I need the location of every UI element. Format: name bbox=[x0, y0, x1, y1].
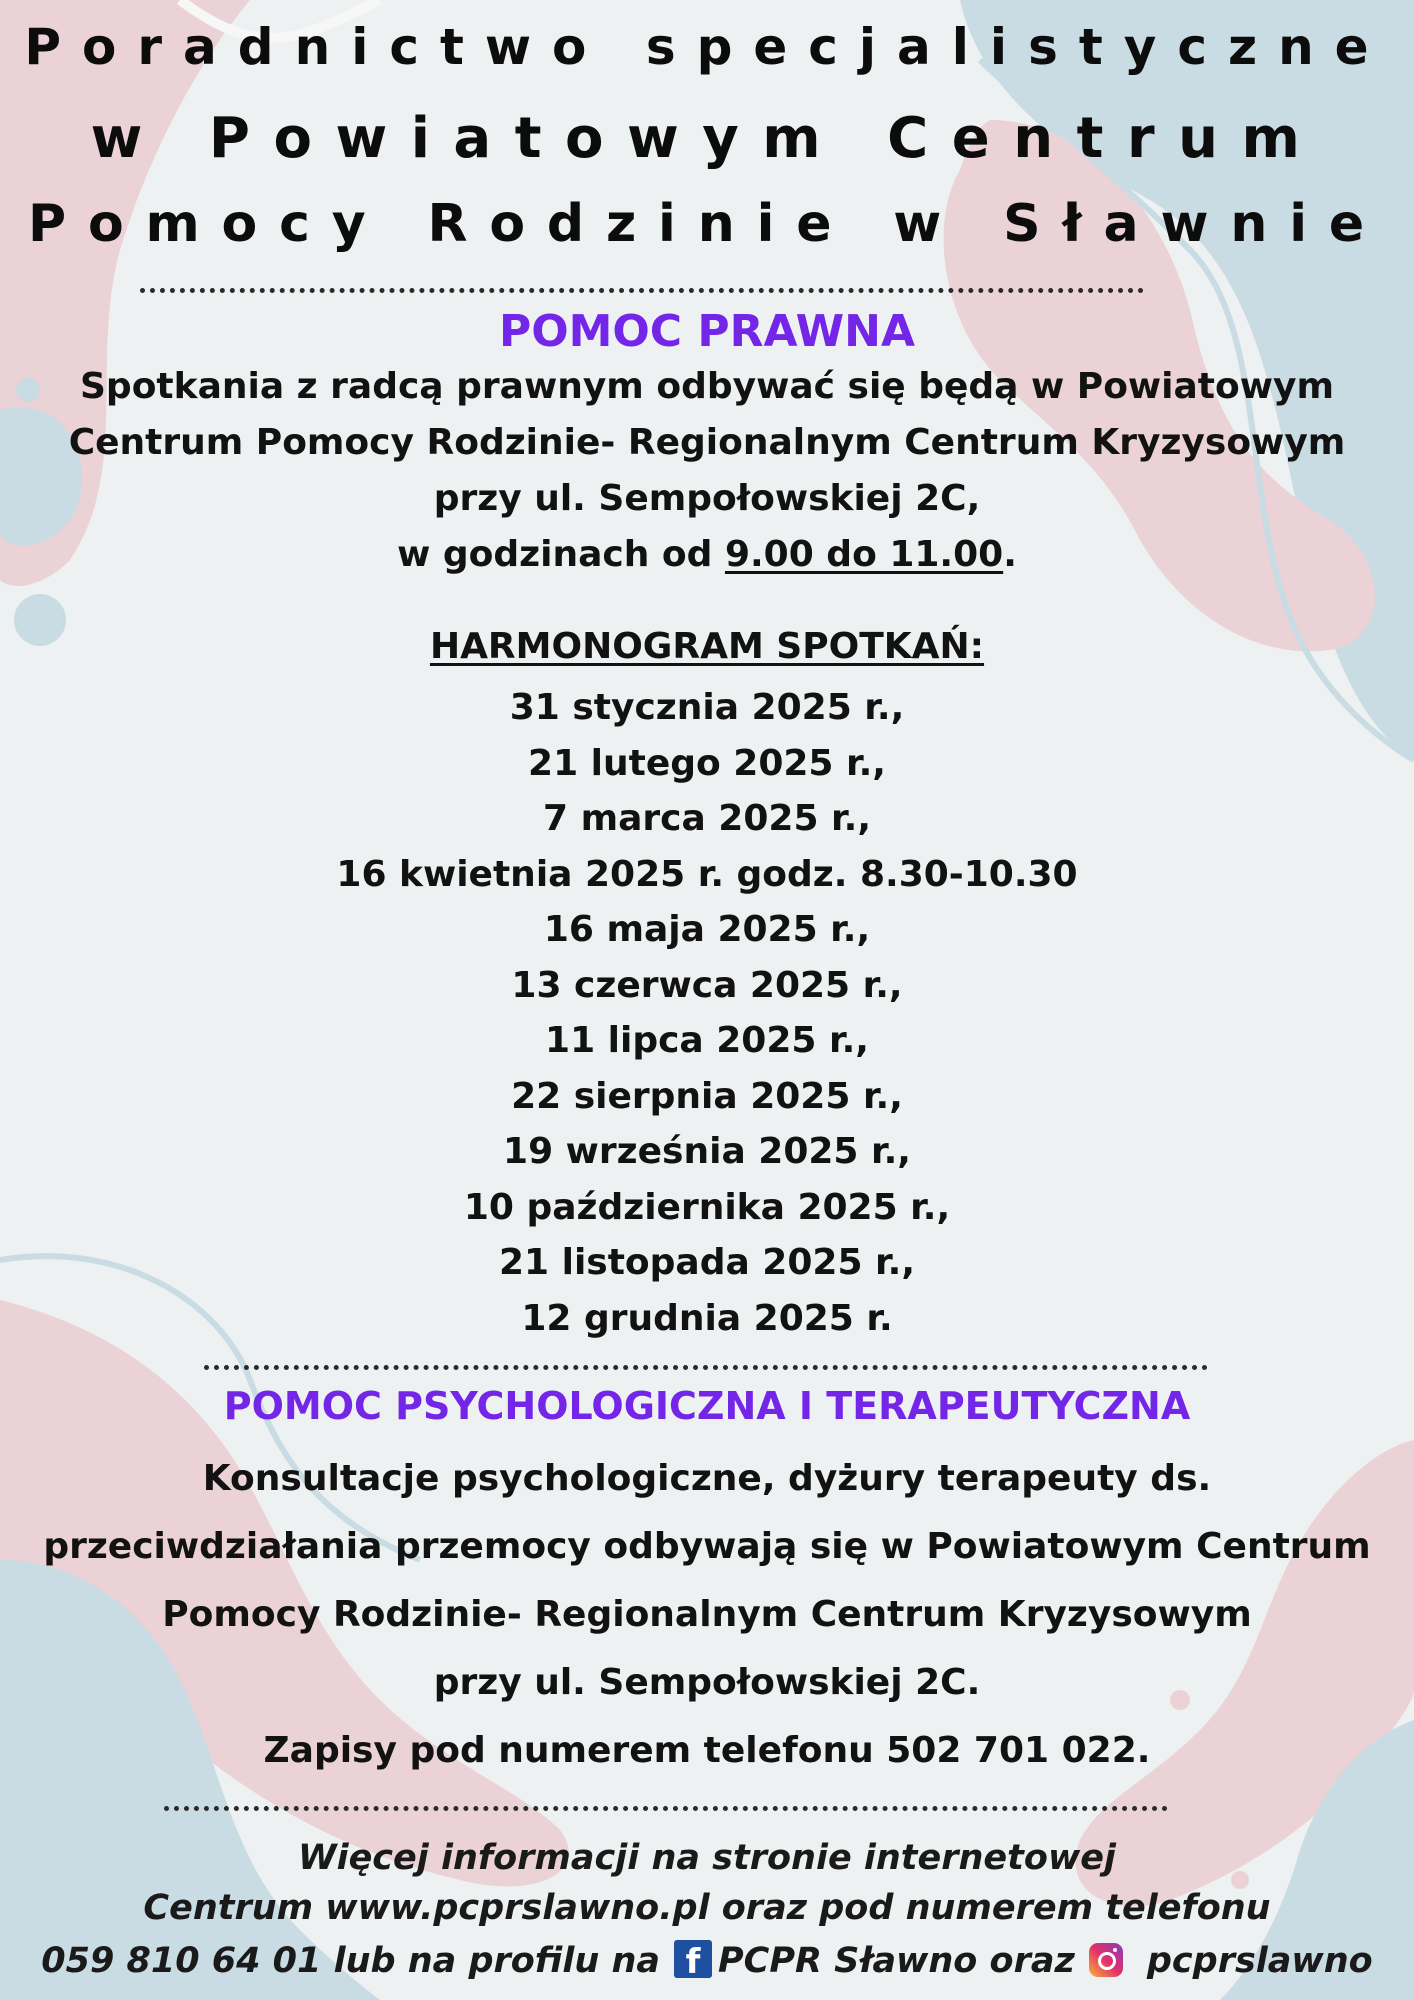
schedule-date: 16 kwietnia 2025 r. godz. 8.30-10.30 bbox=[336, 853, 1078, 895]
footer-line-3-prefix: 059 810 64 01 lub na profilu na bbox=[41, 1941, 660, 1981]
psych-line-3: Pomocy Rodzinie- Regionalnym Centrum Kryzysowym bbox=[162, 1594, 1252, 1635]
legal-hours-value: 9.00 do 11.00 bbox=[724, 534, 1004, 575]
schedule-date: 19 września 2025 r., bbox=[503, 1131, 911, 1172]
facebook-profile-label[interactable]: PCPR Sławno oraz bbox=[717, 1941, 1075, 1981]
legal-hours bbox=[0, 534, 1414, 575]
title-line-2: w Powiatowym Centrum bbox=[90, 106, 1324, 171]
schedule-date: 13 czerwca 2025 r., bbox=[511, 964, 903, 1006]
title-line-1: Poradnictwo specjalistyczne bbox=[24, 18, 1390, 76]
instagram-icon[interactable] bbox=[1089, 1943, 1123, 1977]
legal-hours-prefix: w godzinach od bbox=[397, 534, 725, 575]
psych-line-4: przy ul. Sempołowskiej 2C. bbox=[433, 1662, 981, 1703]
divider-1 bbox=[140, 288, 1144, 293]
psych-line-1: Konsultacje psychologiczne, dyżury terapeuty ds. bbox=[202, 1458, 1212, 1499]
schedule-list bbox=[0, 680, 1414, 1346]
legal-line-1: Spotkania z radcą prawnym odbywać się będą w Powiatowym bbox=[80, 366, 1334, 407]
footer-line-2: Centrum www.pcprslawno.pl oraz pod numerem telefonu bbox=[143, 1888, 1271, 1928]
legal-line-3: przy ul. Sempołowskiej 2C, bbox=[433, 478, 981, 519]
title-line-3: Pomocy Rodzinie w Sławnie bbox=[28, 194, 1386, 254]
facebook-icon[interactable]: f bbox=[674, 1940, 712, 1978]
schedule-date: 16 maja 2025 r., bbox=[543, 909, 871, 950]
schedule-date: 10 października 2025 r., bbox=[463, 1186, 951, 1228]
divider-3 bbox=[164, 1806, 1168, 1811]
psych-line-2: przeciwdziałania przemocy odbywają się w Powiatowym Centrum bbox=[43, 1526, 1371, 1567]
legal-hours-suffix: . bbox=[1003, 534, 1017, 575]
legal-line-2: Centrum Pomocy Rodzinie- Regionalnym Centrum Kryzysowym bbox=[68, 422, 1346, 463]
footer-line-3 bbox=[0, 1940, 1414, 1981]
footer-line-1: Więcej informacji na stronie internetowej bbox=[297, 1838, 1117, 1878]
schedule-date: 31 stycznia 2025 r., bbox=[509, 687, 905, 728]
legal-heading: POMOC PRAWNA bbox=[498, 306, 916, 357]
divider-2 bbox=[204, 1365, 1208, 1370]
schedule-heading bbox=[0, 626, 1414, 667]
psych-line-5: Zapisy pod numerem telefonu 502 701 022. bbox=[263, 1730, 1151, 1771]
schedule-date: 7 marca 2025 r., bbox=[542, 798, 871, 839]
schedule-date: 22 sierpnia 2025 r., bbox=[511, 1075, 903, 1117]
schedule-date: 21 lutego 2025 r., bbox=[528, 742, 886, 784]
schedule-heading-text: HARMONOGRAM SPOTKAŃ: bbox=[429, 626, 985, 667]
schedule-date: 11 lipca 2025 r., bbox=[545, 1020, 869, 1061]
schedule-date: 12 grudnia 2025 r. bbox=[521, 1297, 893, 1339]
schedule-date: 21 listopada 2025 r., bbox=[498, 1242, 916, 1283]
instagram-profile-label[interactable]: pcprslawno bbox=[1146, 1941, 1373, 1981]
psych-heading: POMOC PSYCHOLOGICZNA I TERAPEUTYCZNA bbox=[223, 1384, 1191, 1428]
